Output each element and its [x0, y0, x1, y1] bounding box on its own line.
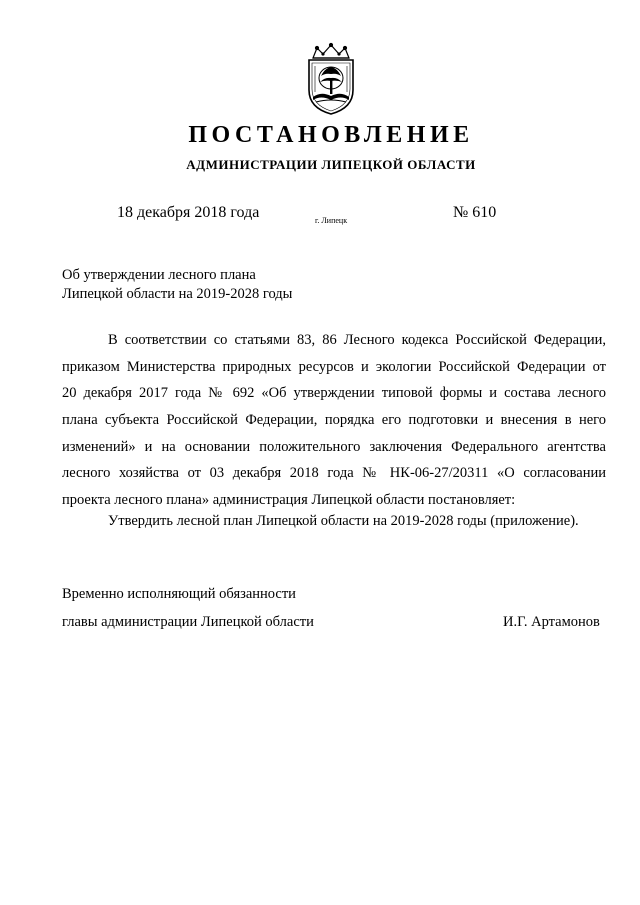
body-line: В соответствии со статьями 83, 86 Лесного кодекса Российской Федерации,	[108, 332, 606, 348]
body-line: плана субъекта Российской Федерации, порядка его подготовки и внесения в него	[62, 412, 606, 429]
document-subject	[62, 266, 382, 304]
signatory-name: И.Г. Артамонов	[503, 614, 600, 630]
body-line: 20 декабря 2017 года № 692 «Об утверждении типовой формы и состава лесного	[62, 385, 606, 402]
document-date: 18 декабря 2018 года	[117, 204, 260, 221]
decision-paragraph: Утвердить лесной план Липецкой области на 2019-2028 годы (приложение).	[108, 513, 579, 529]
document-city: г. Липецк	[315, 216, 348, 225]
document-title: ПОСТАНОВЛЕНИЕ	[188, 122, 474, 148]
signatory-position-line-2: главы администрации Липецкой области	[62, 614, 314, 630]
body-line: проекта лесного плана» администрация Липецкой области постановляет:	[62, 492, 516, 509]
document-number: № 610	[453, 204, 497, 221]
body-line: изменений» и на основании положительного заключения Федерального агентства	[62, 438, 606, 455]
coat-of-arms-icon	[299, 42, 363, 116]
document-body	[62, 327, 606, 514]
body-line: приказом Министерства природных ресурсов и экологии Российской Федерации от	[62, 358, 606, 375]
issuing-authority: АДМИНИСТРАЦИИ ЛИПЕЦКОЙ ОБЛАСТИ	[186, 157, 476, 172]
signatory-position-line-1: Временно исполняющий обязанности	[62, 586, 296, 602]
body-line: лесного хозяйства от 03 декабря 2018 года № НК-06-27/20311 «О согласовании	[62, 465, 606, 482]
subject-line: Об утверждении лесного плана	[62, 267, 256, 283]
subject-line: Липецкой области на 2019-2028 годы	[62, 286, 293, 302]
